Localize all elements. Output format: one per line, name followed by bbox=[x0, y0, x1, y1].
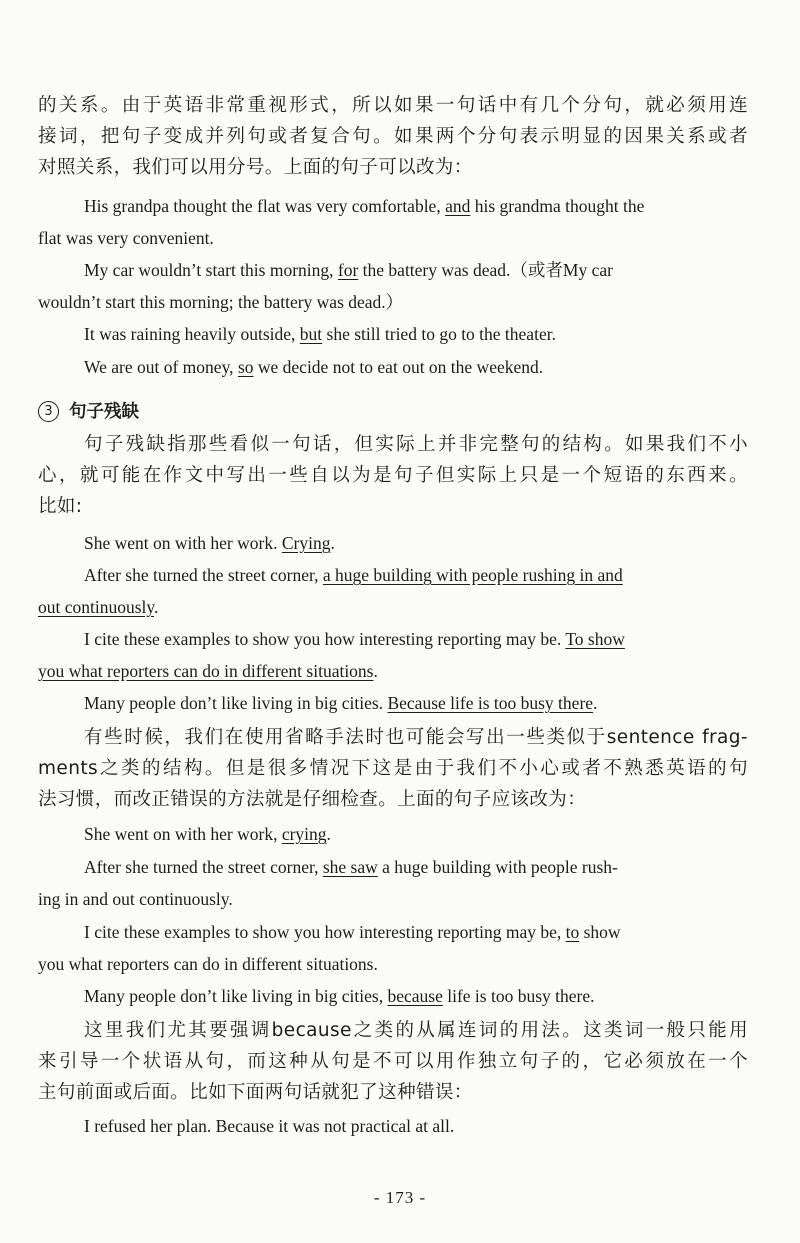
sentence-text: ing in and out continuously. bbox=[38, 889, 233, 909]
sentence-text: . bbox=[330, 533, 335, 553]
text-line: 这里我们尤其要强调because之类的从属连词的用法。这类词一般只能用 bbox=[84, 1020, 748, 1041]
section-number-circle: 3 bbox=[38, 401, 59, 422]
sentence-text: My car wouldn’t start this morning, bbox=[84, 260, 338, 280]
underlined-fragment: you what reporters can do in different situations bbox=[38, 661, 374, 681]
underlined-fragment: Because life is too busy there bbox=[387, 693, 594, 713]
corrected-example bbox=[38, 851, 748, 915]
sentence-text: . bbox=[373, 661, 378, 681]
paragraph-fragments bbox=[38, 429, 748, 522]
sentence-text: a huge building with people rush- bbox=[377, 857, 618, 877]
example-sentence bbox=[38, 190, 748, 254]
underlined-conjunction: and bbox=[445, 196, 471, 216]
sentence-text: flat was very convenient. bbox=[38, 228, 214, 248]
corrected-example bbox=[38, 818, 748, 850]
paragraph-intro bbox=[38, 90, 748, 183]
text-line: 法习惯，而改正错误的方法就是仔细检查。上面的句子应该改为： bbox=[38, 789, 587, 810]
text-line: 对照关系，我们可以用分号。上面的句子可以改为： bbox=[38, 157, 473, 178]
sentence-text: show bbox=[579, 922, 621, 942]
example-sentence bbox=[38, 351, 748, 383]
example-sentence: I refused her plan. Because it was not practical at all. bbox=[84, 1116, 455, 1136]
sentence-text: . bbox=[593, 693, 598, 713]
fragment-example bbox=[38, 687, 748, 719]
sentence-text: life is too busy there. bbox=[442, 986, 595, 1006]
section-title: 句子残缺 bbox=[69, 402, 139, 422]
sentence-text: I cite these examples to show you how interesting reporting may be. bbox=[84, 629, 566, 649]
underlined-fragment: a huge building with people rushing in and bbox=[322, 565, 623, 585]
sentence-text: She went on with her work. bbox=[84, 533, 282, 553]
sentence-text: wouldn’t start this morning; the battery was dead.） bbox=[38, 292, 404, 312]
fragment-example bbox=[38, 623, 748, 687]
underlined-correction: because bbox=[387, 986, 443, 1006]
example-sentence bbox=[38, 318, 748, 350]
sentence-text: I cite these examples to show you how interesting reporting may be, bbox=[84, 922, 566, 942]
page-number: - 173 - bbox=[373, 1188, 427, 1207]
text-line: 句子残缺指那些看似一句话，但实际上并非完整句的结构。如果我们不小 bbox=[84, 434, 748, 455]
text-line: ments之类的结构。但是很多情况下这是由于我们不小心或者不熟悉英语的句 bbox=[38, 758, 748, 779]
sentence-text: the battery was dead.（或者My car bbox=[358, 260, 613, 280]
sentence-text: she still tried to go to the theater. bbox=[322, 324, 556, 344]
sentence-text: His grandpa thought the flat was very comfortable, bbox=[84, 196, 446, 216]
corrected-example bbox=[38, 916, 748, 980]
underlined-correction: to bbox=[565, 922, 580, 942]
sentence-text: After she turned the street corner, bbox=[84, 565, 323, 585]
sentence-text: we decide not to eat out on the weekend. bbox=[253, 357, 544, 377]
corrected-example bbox=[38, 980, 748, 1012]
underlined-fragment: out continuously bbox=[38, 597, 155, 617]
paragraph-subordinators bbox=[38, 1015, 748, 1108]
underlined-conjunction: but bbox=[299, 324, 323, 344]
text-line: 主句前面或后面。比如下面两句话就犯了这种错误： bbox=[38, 1082, 473, 1103]
text-line: 比如: bbox=[38, 496, 83, 517]
underlined-correction: crying bbox=[281, 824, 327, 844]
text-line: 有些时候，我们在使用省略手法时也可能会写出一些类似于sentence frag- bbox=[84, 727, 748, 748]
underlined-fragment: Crying bbox=[281, 533, 331, 553]
underlined-conjunction: so bbox=[237, 357, 254, 377]
sentence-text: . bbox=[154, 597, 159, 617]
sentence-text: After she turned the street corner, bbox=[84, 857, 323, 877]
sentence-text: you what reporters can do in different situations. bbox=[38, 954, 378, 974]
fragment-example bbox=[38, 527, 748, 559]
sentence-text: Many people don’t like living in big cities. bbox=[84, 693, 388, 713]
paragraph-correction bbox=[38, 722, 748, 815]
section-heading bbox=[38, 397, 139, 427]
underlined-conjunction: for bbox=[337, 260, 359, 280]
fragment-example bbox=[38, 559, 748, 623]
sentence-text: Many people don’t like living in big cities, bbox=[84, 986, 388, 1006]
text-line: 的关系。由于英语非常重视形式，所以如果一句话中有几个分句，就必须用连 bbox=[38, 95, 748, 116]
text-line: 接词，把句子变成并列句或者复合句。如果两个分句表示明显的因果关系或者 bbox=[38, 126, 748, 147]
sentence-text: . bbox=[326, 824, 331, 844]
text-line: 来引导一个状语从句，而这种从句是不可以用作独立句子的，它必须放在一个 bbox=[38, 1051, 748, 1072]
sentence-text: It was raining heavily outside, bbox=[84, 324, 300, 344]
underlined-correction: she saw bbox=[322, 857, 378, 877]
sentence-text: his grandma thought the bbox=[470, 196, 645, 216]
text-line: 心，就可能在作文中写出一些自以为是句子但实际上只是一个短语的东西来。 bbox=[38, 465, 748, 486]
sentence-text: We are out of money, bbox=[84, 357, 238, 377]
sentence-text: She went on with her work, bbox=[84, 824, 282, 844]
underlined-fragment: To show bbox=[565, 629, 625, 649]
example-sentence bbox=[38, 254, 748, 318]
